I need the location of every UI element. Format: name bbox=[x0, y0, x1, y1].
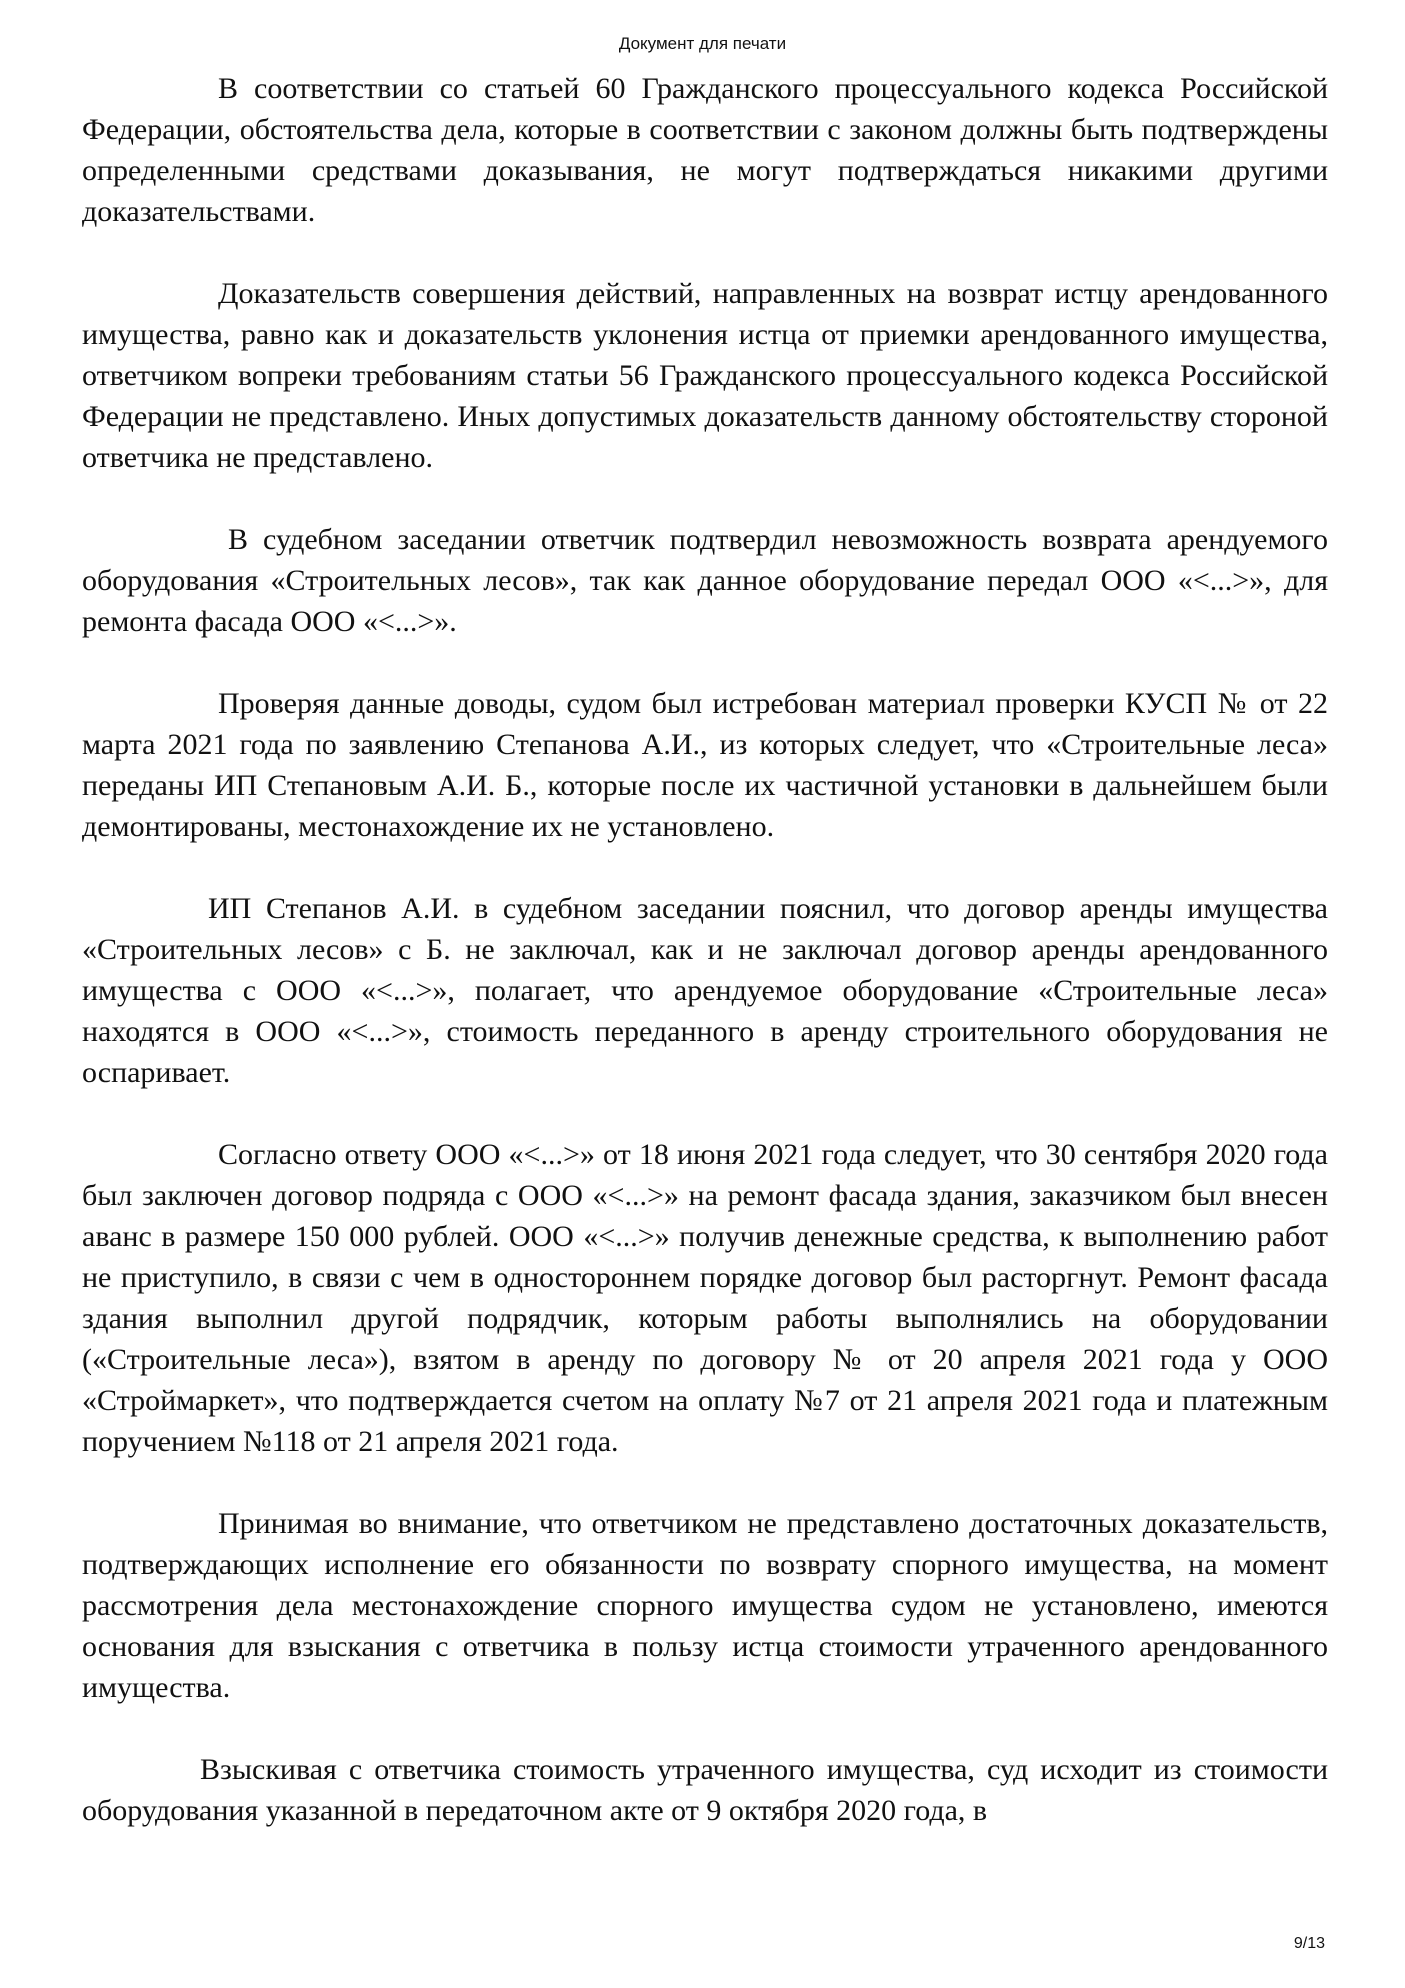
paragraph-7: Принимая во внимание, что ответчиком не представлено достаточных доказательств, подтверждающих исполнение его обязанности по возврату спорного имущества, на момент рассмотрения дела местонахождение спорного имущества судом не установлено, имеются основания для взыскания с ответчика в пользу истца стоимости утраченного арендованного имущества. bbox=[82, 1507, 1328, 1704]
paragraph-1: В соответствии со статьей 60 Гражданского процессуального кодекса Российской Федерации, обстоятельства дела, которые в соответствии с законом должны быть подтверждены определенными средствами доказывания, не могут подтверждаться никакими другими доказательствами. bbox=[82, 72, 1328, 228]
paragraph-5: ИП Степанов А.И. в судебном заседании пояснил, что договор аренды имущества «Строительных лесов» с Б. не заключал, как и не заключал договор аренды арендованного имущества с ООО «<...>», полагает, что арендуемое оборудование «Строительные леса» находятся в ООО «<...>», стоимость переданного в аренду строительного оборудования не оспаривает. bbox=[82, 892, 1328, 1089]
print-header: Документ для печати bbox=[618, 34, 787, 53]
document-body bbox=[82, 68, 1328, 1872]
paragraph-3: В судебном заседании ответчик подтвердил невозможность возврата арендуемого оборудования «Строительных лесов», так как данное оборудование передал ООО «<...>», для ремонта фасада ООО «<...>». bbox=[82, 523, 1328, 638]
page-number: 9/13 bbox=[1293, 1935, 1325, 1952]
paragraph-8: Взыскивая с ответчика стоимость утраченного имущества, суд исходит из стоимости оборудования указанной в передаточном акте от 9 октября 2020 года, в bbox=[82, 1753, 1328, 1827]
paragraph-6: Согласно ответу ООО «<...>» от 18 июня 2021 года следует, что 30 сентября 2020 года был заключен договор подряда с ООО «<...>» на ремонт фасада здания, заказчиком был внесен аванс в размере 150 000 рублей. ООО «<...>» получив денежные средства, к выполнению работ не приступило, в связи с чем в одностороннем порядке договор был расторгнут. Ремонт фасада здания выполнил другой подрядчик, которым работы выполнялись на оборудовании («Строительные леса»), взятом в аренду по договору № от 20 апреля 2021 года у ООО «Строймаркет», что подтверждается счетом на оплату №7 от 21 апреля 2021 года и платежным поручением №118 от 21 апреля 2021 года. bbox=[82, 1138, 1328, 1458]
paragraph-4: Проверяя данные доводы, судом был истребован материал проверки КУСП № от 22 марта 2021 года по заявлению Степанова А.И., из которых следует, что «Строительные леса» переданы ИП Степановым А.И. Б., которые после их частичной установки в дальнейшем были демонтированы, местонахождение их не установлено. bbox=[82, 687, 1328, 843]
paragraph-2: Доказательств совершения действий, направленных на возврат истцу арендованного имущества, равно как и доказательств уклонения истца от приемки арендованного имущества, ответчиком вопреки требованиям статьи 56 Гражданского процессуального кодекса Российской Федерации не представлено. Иных допустимых доказательств данному обстоятельству стороной ответчика не представлено. bbox=[82, 277, 1328, 474]
